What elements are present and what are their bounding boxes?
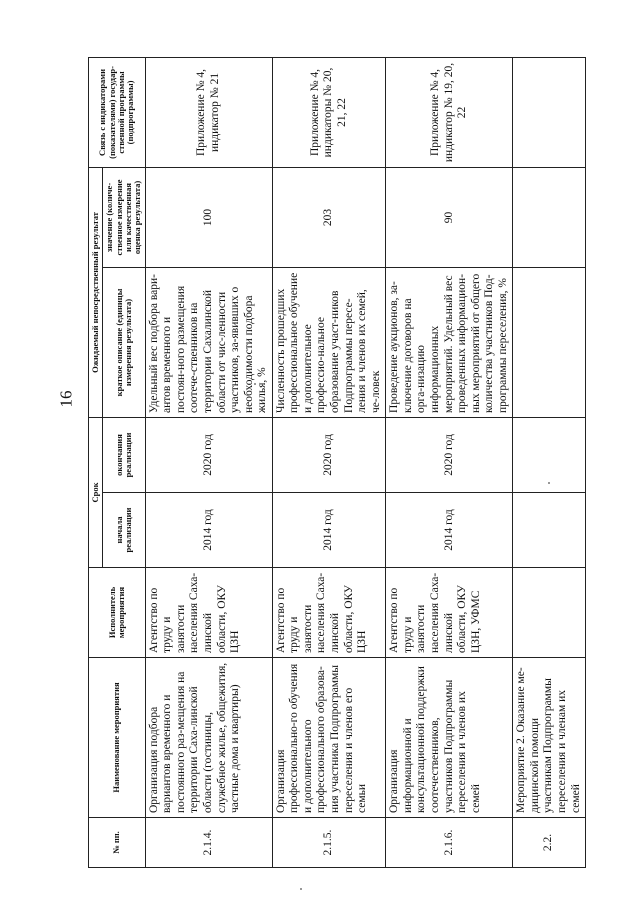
row-start: 2014 год [386,493,513,568]
header-term-end: окончания реализации [103,417,145,492]
row-value: 90 [386,167,513,267]
row-start: 2014 год [272,493,386,568]
row-name: Организация профессионально-го обучения и дополнительного профессионального образова-ния участника Подпрограммы переселения и членов его семьи [272,658,386,818]
row-desc: Численность прошедших профессиональное обучение и дополнительное профессио-нальное образование участ-ников Подпрограммы пересе-ления и членов их семей, че-ловек [272,267,386,417]
row-name: Организация информационной и консультационной поддержки соотечественников, участников Подпрограммы переселения и членов их семей [386,658,513,818]
header-link: Связь с индикаторами (показателями) государ-ственной программы (подпрограммы) [89,57,146,167]
row-end [513,417,586,492]
rotated-table-container [88,58,582,868]
row-value: 203 [272,167,386,267]
table-row [272,57,386,867]
header-num: № пп. [89,818,146,868]
header-term-start: начала реализации [103,493,145,568]
row-executor: Агентство по труду и занятости населения Саха-линской области, ОКУ ЦЗН, УФМС [386,568,513,658]
header-name: Наименование мероприятия [89,658,146,818]
row-end: 2020 год [272,417,386,492]
row-end: 2020 год [386,417,513,492]
row-executor: Агентство по труду и занятости населения Саха-линской области, ОКУ ЦЗН [272,568,386,658]
row-start [513,493,586,568]
row-value [513,167,586,267]
row-desc: Проведение аукционов, за-ключение договоров на орга-низацию информационных мероприятий. Удельный вес проведенных информацион-ных мероприятий от общего количества участников Под-программы переселения, % [386,267,513,417]
row-name: Организация подбора вариантов временного и постоянного раз-мещения на территории Саха-линской области (гостиницы, служебное жилье, общежития, частные дома и квартиры) [145,658,272,818]
row-value: 100 [145,167,272,267]
header-row [89,57,103,867]
row-num: 2.1.6. [386,818,513,868]
header-term: Срок [89,417,103,567]
row-desc [513,267,586,417]
row-link: Приложение № 4, индикатор № 19, 20, 22 [386,57,513,167]
row-name: Мероприятие 2. Оказание ме-дицинской помощи участникам Подпрограммы переселения и членам их семей [513,658,586,818]
row-link: Приложение № 4, индикатор № 21 [145,57,272,167]
row-num: 2.1.4. [145,818,272,868]
row-desc: Удельный вес подбора вари-антов временного и постоян-ного размещения соотече-ственников на территории Сахалинской области от чис-ленности участников, за-явивших о необходимости подбора жилья, % [145,267,272,417]
table-row [513,57,586,867]
scan-speck [300,888,302,890]
header-result-desc: краткое описание (единицы измерения результата) [103,267,145,417]
activities-table [88,57,586,868]
table-row [386,57,513,867]
header-result-value: значение (количе-ственное измерение или качественная оценка результата) [103,167,145,267]
header-result: Ожидаемый непосредственный результат [89,167,103,417]
table-row [145,57,272,867]
row-start: 2014 год [145,493,272,568]
row-num: 2.2. [513,818,586,868]
row-executor: Агентство по труду и занятости населения Саха-линской области, ОКУ ЦЗН [145,568,272,658]
row-link [513,57,586,167]
row-executor [513,568,586,658]
header-executor: Исполнитель мероприятия [89,568,146,658]
page-number: 16 [56,390,76,408]
row-link: Приложение № 4, индикаторы № 20, 21, 22 [272,57,386,167]
row-end: 2020 год [145,417,272,492]
row-num: 2.1.5. [272,818,386,868]
